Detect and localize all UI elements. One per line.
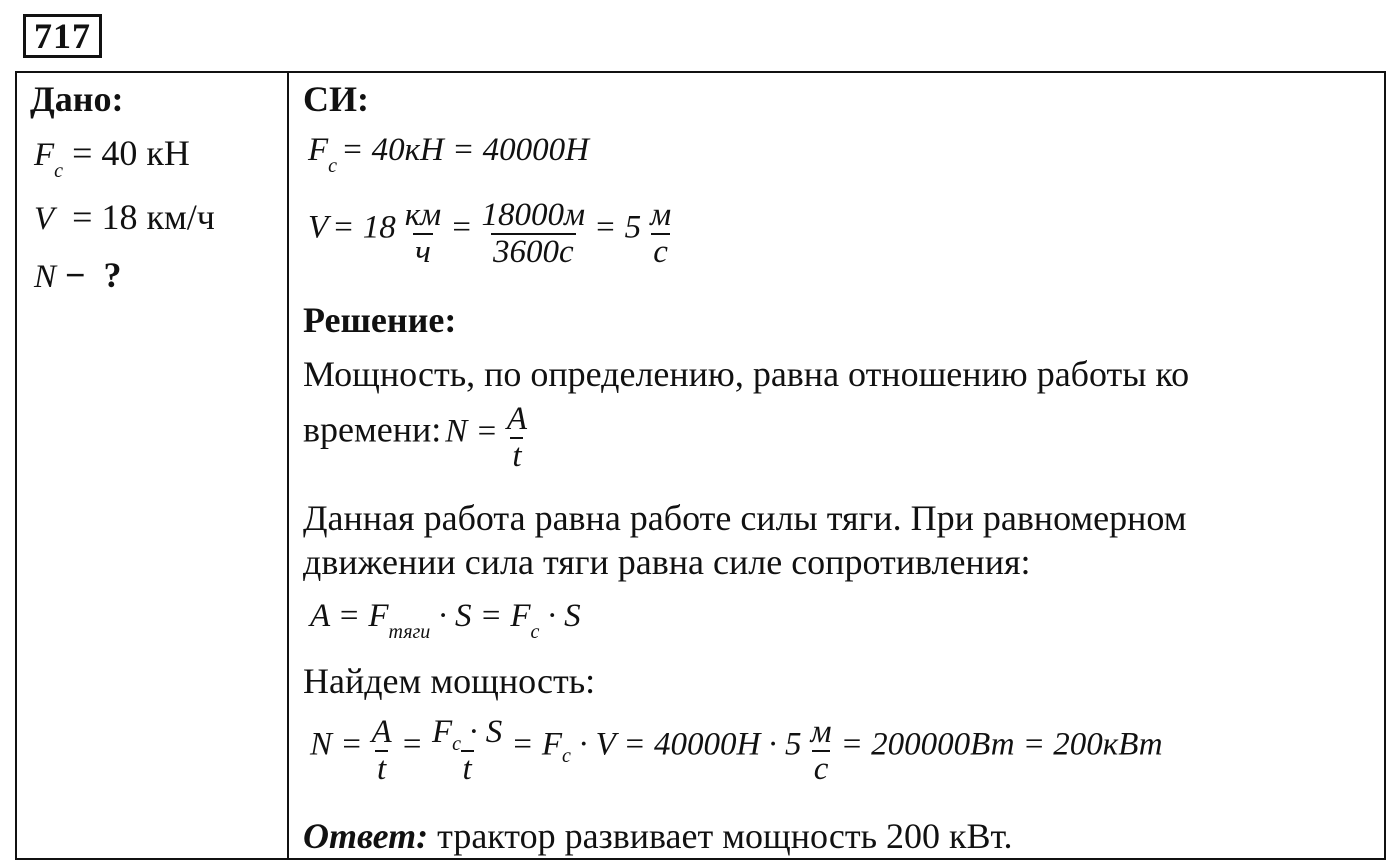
problem-number: 717	[23, 14, 102, 58]
solution-paragraph-2-line-2: движении сила тяги равна силе сопротивления:	[303, 542, 1031, 582]
solution-paragraph-1-line-1: Мощность, по определению, равна отношению работы ко	[303, 354, 1190, 394]
solution-title: Решение:	[303, 300, 457, 340]
solution-paragraph-2-line-1: Данная работа равна работе силы тяги. При равномерном	[303, 498, 1187, 538]
answer-line: Ответ: трактор развивает мощность 200 кВт.	[303, 816, 1013, 856]
find-power-text: Найдем мощность:	[303, 661, 596, 701]
column-divider	[287, 71, 289, 860]
si-speed-conversion: V = 18 $\frac{км}{ч}$ = $\frac{18000м}{3600с}$ = 5 $\frac{м}{с}$	[308, 197, 672, 270]
work-formula: A = Fтяги · S = Fc · S	[310, 598, 581, 643]
given-speed: V = 18 км/ч	[34, 197, 215, 237]
given-force: Fc = 40 кН	[34, 133, 190, 182]
si-force-conversion: Fc = 40кН = 40000Н	[308, 132, 589, 177]
solution-paragraph-1-line-2: времени: N = $\frac{A}{t}$	[303, 401, 527, 474]
power-formula: N = $\frac{A}{t}$ = $\frac{F_c \cdot S}{t}$ = Fc · V = 40000Н · 5 $\frac{м}{с}$ = 200000Вт = 200кВт	[310, 714, 1163, 787]
si-title: СИ:	[303, 79, 369, 119]
given-title: Дано:	[30, 79, 124, 119]
given-unknown: N − ?	[34, 255, 122, 295]
